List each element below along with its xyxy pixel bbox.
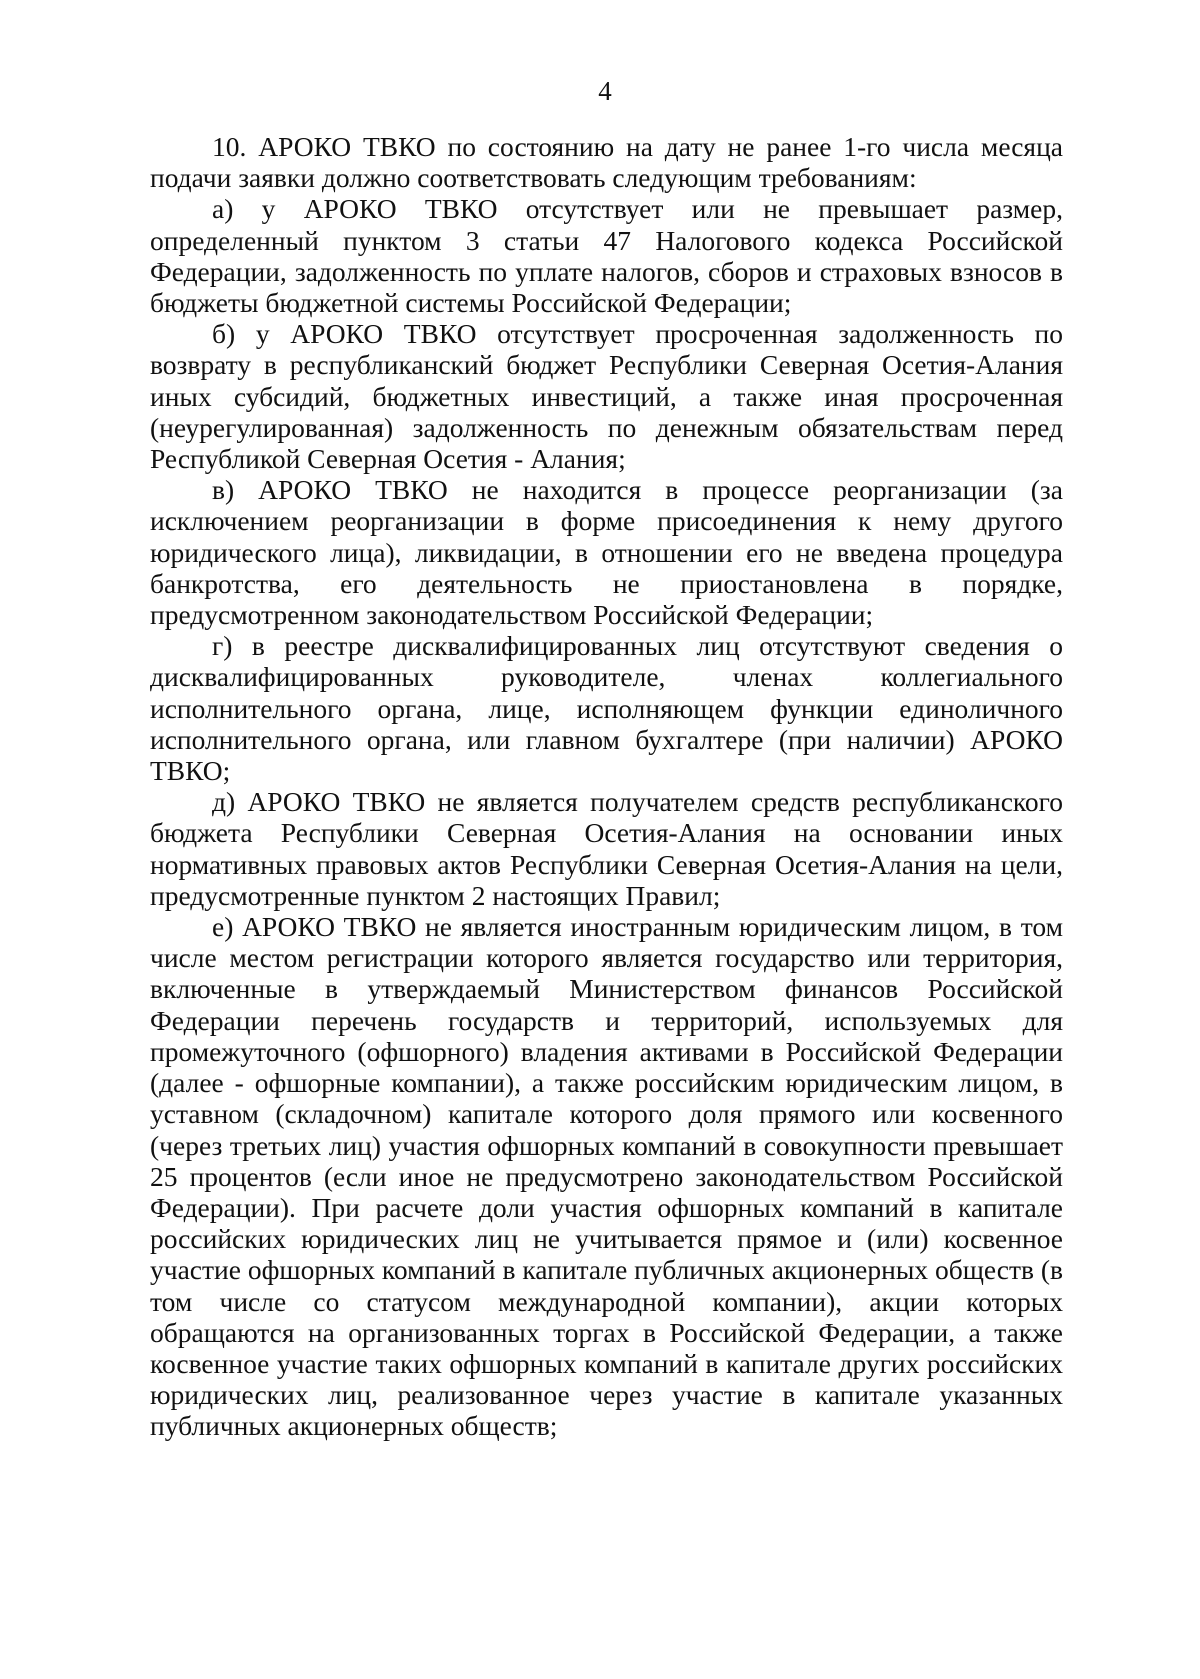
paragraph-item-a: а) у АРОКО ТВКО отсутствует или не превышает размер, определенный пунктом 3 статьи 47 Налогового кодекса Российской Федерации, задолженность по уплате налогов, сборов и страховых взносов в бюджеты бюджетной системы Российской Федерации; xyxy=(150,193,1063,319)
document-body xyxy=(150,131,1063,1442)
paragraph-item-b: б) у АРОКО ТВКО отсутствует просроченная задолженность по возврату в республиканский бюджет Республики Северная Осетия-Алания иных субсидий, бюджетных инвестиций, а также иная просроченная (неурегулированная) задолженность по денежным обязательствам перед Республикой Северная Осетия - Алания; xyxy=(150,318,1063,475)
page-number: 4 xyxy=(598,76,612,106)
paragraph-item-d: д) АРОКО ТВКО не является получателем средств республиканского бюджета Республики Северная Осетия-Алания на основании иных нормативных правовых актов Республики Северная Осетия-Алания на цели, предусмотренные пунктом 2 настоящих Правил; xyxy=(150,786,1063,911)
paragraph-item-v: в) АРОКО ТВКО не находится в процессе реорганизации (за исключением реорганизации в форме присоединения к нему другого юридического лица), ликвидации, в отношении его не введена процедура банкротства, его деятельность не приостановлена в порядке, предусмотренном законодательством Российской Федерации; xyxy=(150,474,1063,631)
paragraph-item-g: г) в реестре дисквалифицированных лиц отсутствуют сведения о дисквалифицированных руководителе, членах коллегиального исполнительного органа, лице, исполняющем функции единоличного исполнительного органа, или главном бухгалтере (при наличии) АРОКО ТВКО; xyxy=(150,630,1063,787)
paragraph-10: 10. АРОКО ТВКО по состоянию на дату не ранее 1-го числа месяца подачи заявки должно соответствовать следующим требованиям: xyxy=(150,131,1063,194)
paragraph-item-e: е) АРОКО ТВКО не является иностранным юридическим лицом, в том числе местом регистрации которого является государство или территория, включенные в утверждаемый Министерством финансов Российской Федерации перечень государств и территорий, используемых для промежуточного (офшорного) владения активами в Российской Федерации (далее - офшорные компании), а также российским юридическим лицом, в уставном (складочном) капитале которого доля прямого или косвенного (через третьих лиц) участия офшорных компаний в совокупности превышает 25 процентов (если иное не предусмотрено законодательством Российской Федерации). При расчете доли участия офшорных компаний в капитале российских юридических лиц не учитывается прямое и (или) косвенное участие офшорных компаний в капитале публичных акционерных обществ (в том числе со статусом международной компании), акции которых обращаются на организованных торгах в Российской Федерации, а также косвенное участие таких офшорных компаний в капитале других российских юридических лиц, реализованное через участие в капитале указанных публичных акционерных обществ; xyxy=(150,911,1063,1442)
